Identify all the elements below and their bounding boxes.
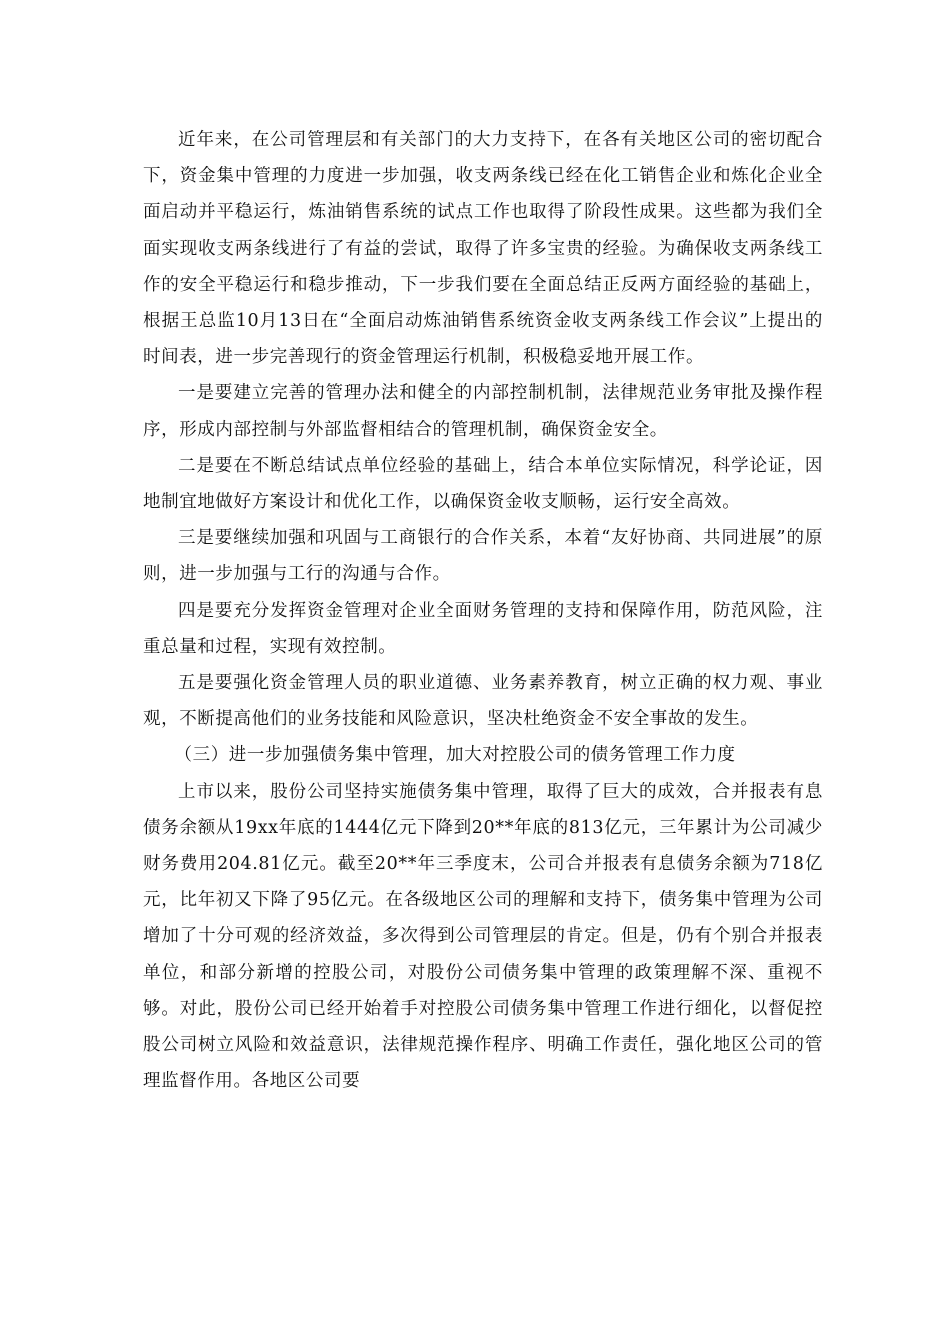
paragraph-point-1: 一是要建立完善的管理办法和健全的内部控制机制，法律规范业务审批及操作程序，形成内部控制与外部监督相结合的管理机制，确保资金安全。 (143, 383, 823, 440)
document-body (143, 122, 823, 1099)
paragraph-point-3: 三是要继续加强和巩固与工商银行的合作关系，本着“友好协商、共同进展”的原则，进一步加强与工行的沟通与合作。 (143, 528, 823, 585)
paragraph-debt-management: 上市以来，股份公司坚持实施债务集中管理，取得了巨大的成效，合并报表有息债务余额从19xx年底的1444亿元下降到20**年底的813亿元，三年累计为公司减少财务费用204.81亿元。截至20**年三季度末，公司合并报表有息债务余额为718亿元，比年初又下降了95亿元。在各级地区公司的理解和支持下，债务集中管理为公司增加了十分可观的经济效益，多次得到公司管理层的肯定。但是，仍有个别合并报表单位，和部分新增的控股公司，对股份公司债务集中管理的政策理解不深、重视不够。对此，股份公司已经开始着手对控股公司债务集中管理工作进行细化，以督促控股公司树立风险和效益意识，法律规范操作程序、明确工作责任，强化地区公司的管理监督作用。各地区公司要 (143, 781, 823, 1092)
paragraph-point-4: 四是要充分发挥资金管理对企业全面财务管理的支持和保障作用，防范风险，注重总量和过程，实现有效控制。 (143, 600, 823, 657)
paragraph-point-2: 二是要在不断总结试点单位经验的基础上，结合本单位实际情况，科学论证，因地制宜地做好方案设计和优化工作，以确保资金收支顺畅，运行安全高效。 (143, 455, 823, 513)
paragraph-point-5: 五是要强化资金管理人员的职业道德、业务素养教育，树立正确的权力观、事业观，不断提高他们的业务技能和风险意识，坚决杜绝资金不安全事故的发生。 (143, 673, 823, 730)
section-heading: （三）进一步加强债务集中管理，加大对控股公司的债务管理工作力度 (174, 745, 736, 766)
paragraph-intro: 近年来，在公司管理层和有关部门的大力支持下，在各有关地区公司的密切配合下，资金集中管理的力度进一步加强，收支两条线已经在化工销售企业和炼化企业全面启动并平稳运行，炼油销售系统的试点工作也取得了阶段性成果。这些都为我们全面实现收支两条线进行了有益的尝试，取得了许多宝贵的经验。为确保收支两条线工作的安全平稳运行和稳步推动，下一步我们要在全面总结正反两方面经验的基础上，根据王总监10月13日在“全面启动炼油销售系统资金收支两条线工作会议”上提出的时间表，进一步完善现行的资金管理运行机制，积极稳妥地开展工作。 (143, 130, 823, 368)
